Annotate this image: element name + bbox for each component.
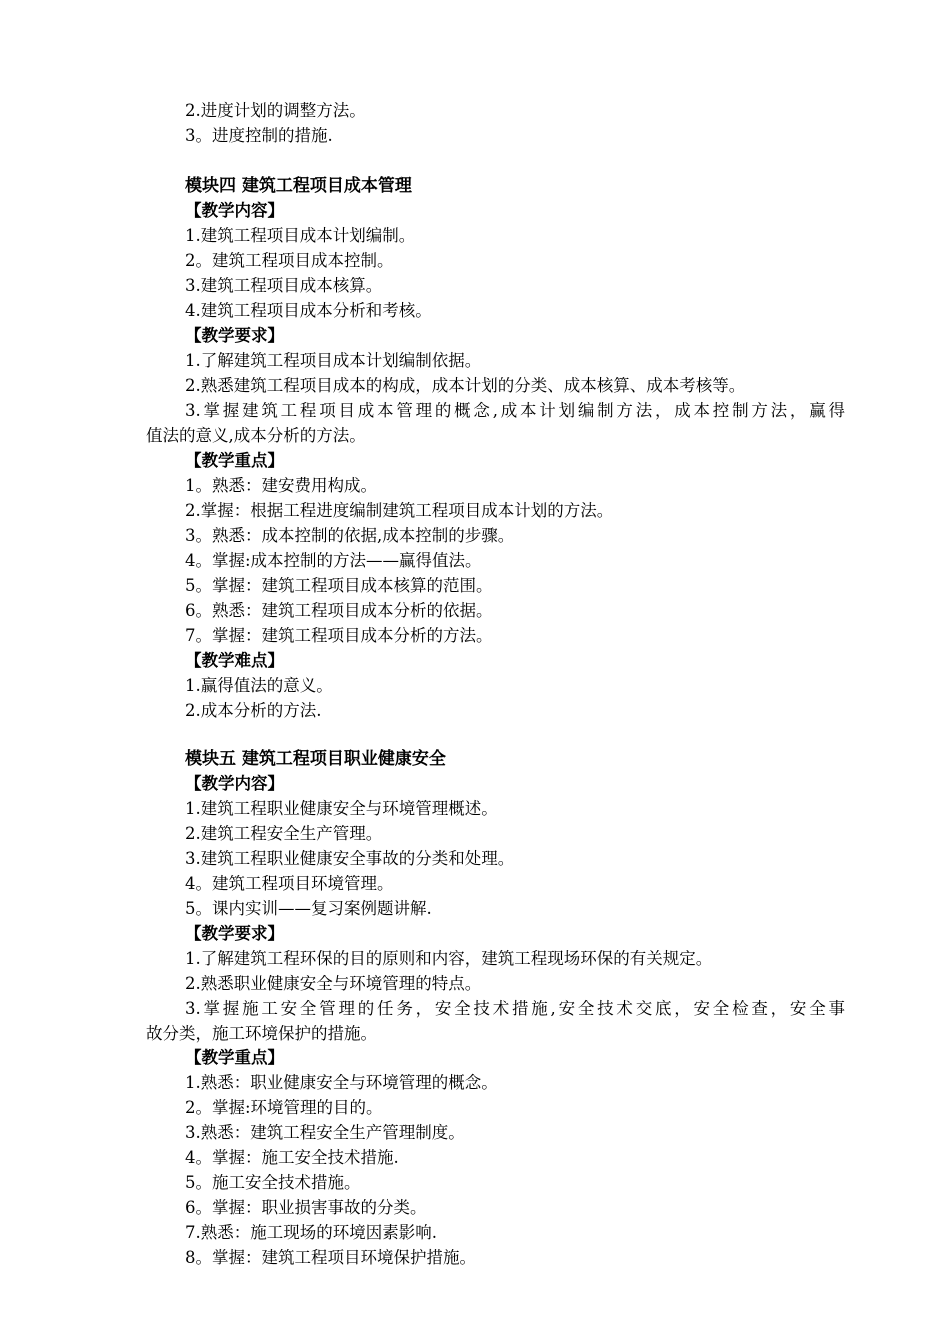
list-item: 3。熟悉：成本控制的依据,成本控制的步骤。 [185, 526, 515, 545]
list-item-continuation: 故分类，施工环境保护的措施。 [146, 1024, 377, 1043]
list-item: 4。掌握：施工安全技术措施. [185, 1148, 399, 1167]
list-item: 3.掌握建筑工程项目成本管理的概念,成本计划编制方法，成本控制方法，赢得 [185, 401, 845, 420]
list-item: 2.熟悉建筑工程项目成本的构成，成本计划的分类、成本核算、成本考核等。 [185, 376, 746, 395]
list-item: 2.熟悉职业健康安全与环境管理的特点。 [185, 974, 482, 993]
list-item: 2.成本分析的方法. [185, 701, 322, 720]
list-item: 2。建筑工程项目成本控制。 [185, 251, 394, 270]
section-header-difficulties: 【教学难点】 [185, 651, 284, 670]
list-item: 3.熟悉：建筑工程安全生产管理制度。 [185, 1123, 465, 1142]
list-item: 4。建筑工程项目环境管理。 [185, 874, 394, 893]
section-header-key-points: 【教学重点】 [185, 451, 284, 470]
list-item: 1。熟悉：建安费用构成。 [185, 476, 377, 495]
list-item: 5。掌握：建筑工程项目成本核算的范围。 [185, 576, 493, 595]
section-header-content: 【教学内容】 [185, 774, 284, 793]
list-item: 1.熟悉：职业健康安全与环境管理的概念。 [185, 1073, 498, 1092]
list-item: 3.建筑工程项目成本核算。 [185, 276, 383, 295]
list-item: 1.建筑工程职业健康安全与环境管理概述。 [185, 799, 498, 818]
list-item: 2.建筑工程安全生产管理。 [185, 824, 383, 843]
list-item: 6。掌握：职业损害事故的分类。 [185, 1198, 427, 1217]
list-item: 4。掌握:成本控制的方法——赢得值法。 [185, 551, 482, 570]
section-header-requirements: 【教学要求】 [185, 326, 284, 345]
text-line: 2.进度计划的调整方法。 [185, 101, 366, 120]
module-title: 模块五 建筑工程项目职业健康安全 [185, 749, 446, 769]
list-item: 1.建筑工程项目成本计划编制。 [185, 226, 416, 245]
list-item: 5。课内实训——复习案例题讲解. [185, 899, 432, 918]
text-line: 3。进度控制的措施. [185, 126, 333, 145]
list-item: 2。掌握:环境管理的目的。 [185, 1098, 383, 1117]
list-item: 4.建筑工程项目成本分析和考核。 [185, 301, 432, 320]
list-item: 2.掌握：根据工程进度编制建筑工程项目成本计划的方法。 [185, 501, 614, 520]
list-item: 3.掌握施工安全管理的任务，安全技术措施,安全技术交底，安全检查，安全事 [185, 999, 845, 1018]
list-item: 8。掌握：建筑工程项目环境保护措施。 [185, 1248, 476, 1267]
list-item: 6。熟悉：建筑工程项目成本分析的依据。 [185, 601, 493, 620]
list-item: 1.了解建筑工程项目成本计划编制依据。 [185, 351, 482, 370]
list-item: 7.熟悉：施工现场的环境因素影响. [185, 1223, 437, 1242]
module-title: 模块四 建筑工程项目成本管理 [185, 176, 412, 196]
section-header-requirements: 【教学要求】 [185, 924, 284, 943]
list-item: 1.了解建筑工程环保的目的原则和内容，建筑工程现场环保的有关规定。 [185, 949, 713, 968]
list-item: 7。掌握：建筑工程项目成本分析的方法。 [185, 626, 493, 645]
section-header-key-points: 【教学重点】 [185, 1048, 284, 1067]
list-item: 5。施工安全技术措施。 [185, 1173, 361, 1192]
list-item: 1.赢得值法的意义。 [185, 676, 333, 695]
list-item: 3.建筑工程职业健康安全事故的分类和处理。 [185, 849, 515, 868]
list-item-continuation: 值法的意义,成本分析的方法。 [146, 426, 366, 445]
section-header-content: 【教学内容】 [185, 201, 284, 220]
